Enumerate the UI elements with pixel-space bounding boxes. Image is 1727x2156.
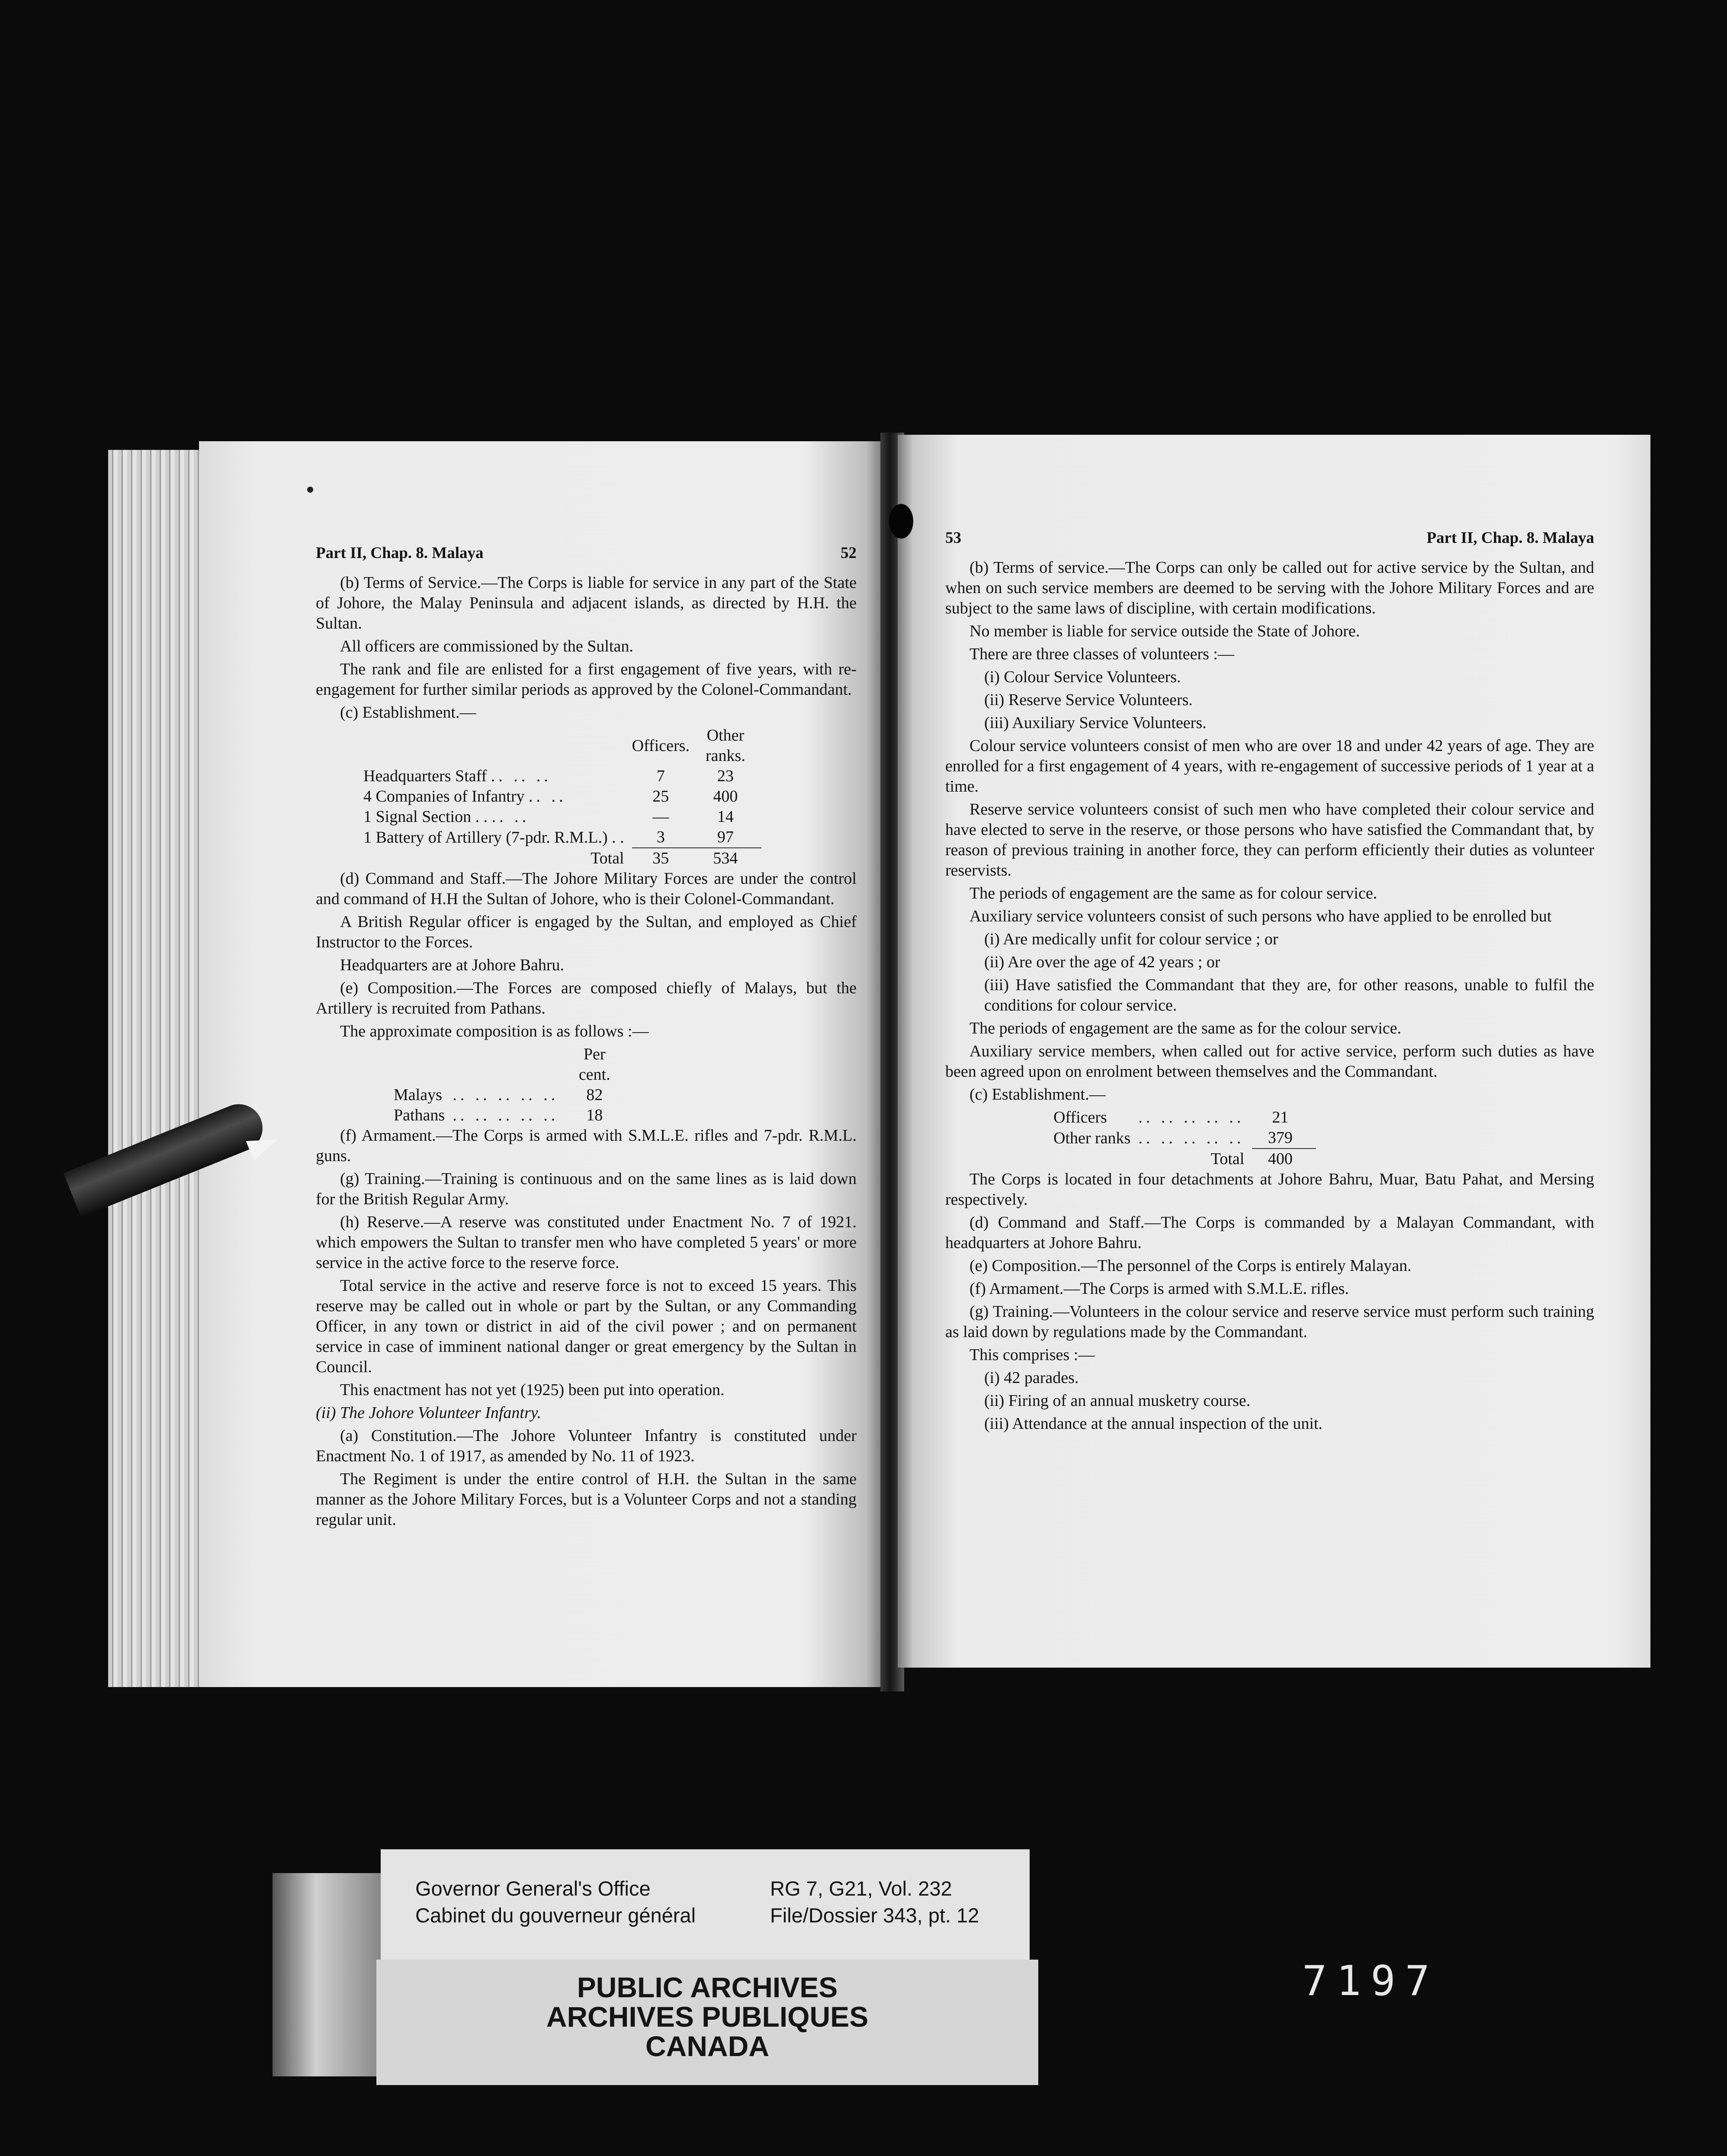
cell-other-ranks: 97 (717, 828, 734, 846)
cell-count: 379 (1268, 1129, 1293, 1147)
microfilm-frame-number: 7197 (1302, 1957, 1439, 2005)
stamp-line: PUBLIC ARCHIVES (577, 1971, 838, 2003)
paragraph: (f) Armament.—The Corps is armed with S.M.L.E. rifles. (969, 1280, 1349, 1298)
row-label: Pathans (394, 1106, 445, 1124)
cell-officers: 7 (656, 767, 665, 785)
establishment-table (1053, 1107, 1316, 1169)
list-item: (ii) Firing of an annual musketry course. (984, 1392, 1251, 1410)
paragraph: Colour service volunteers consist of men who are over 18 and under 42 years of age. They are enrolled for a first engagement of 4 years, with re-engagement of successive periods of 1 year at a time. (945, 737, 1594, 796)
paragraph: A British Regular officer is engaged by the Sultan, and employed as Chief Instructor to the Forces. (316, 913, 857, 951)
stamp-line: CANADA (645, 2030, 769, 2062)
leader-dots: .. .. (529, 787, 567, 805)
paragraph: Total service in the active and reserve force is not to exceed 15 years. This reserve may be called out in whole or part by the Sultan, or any Commanding Officer, in any town or district in aid of the civil power ; and on permanent service in case of imminent national danger or great emergency by the Sultan in Council. (316, 1277, 857, 1376)
total-officers: 35 (632, 848, 697, 869)
list-item: (ii) Reserve Service Volunteers. (984, 691, 1193, 709)
paragraph: (e) Composition.—The Forces are composed chiefly of Malays, but the Artillery is recruited from Pathans. (316, 979, 857, 1017)
office-fr: Cabinet du gouverneur général (415, 1904, 696, 1927)
list-item: (iii) Have satisfied the Commandant that they are, for other reasons, unable to fulfil the conditions for colour service. (984, 976, 1594, 1014)
list-item: (i) 42 parades. (984, 1369, 1079, 1387)
row-label: Officers (1053, 1108, 1107, 1126)
table-row (363, 786, 761, 807)
leader-dots: .. .. .. .. .. (453, 1106, 559, 1124)
ink-spot (307, 487, 313, 493)
cell-officers: 25 (652, 787, 669, 805)
right-page (898, 435, 1650, 1668)
table-row (394, 1085, 630, 1105)
row-label: 1 Battery of Artillery (7-pdr. R.M.L.) . . (363, 828, 624, 847)
right-page-header (945, 528, 1594, 548)
cell-officers: — (652, 808, 669, 826)
paragraph: This comprises :— (969, 1346, 1095, 1364)
right-page-text (945, 528, 1594, 1437)
paragraph: This enactment has not yet (1925) been put into operation. (340, 1381, 725, 1399)
table-row (1053, 1128, 1316, 1149)
paragraph: No member is liable for service outside the State of Johore. (969, 622, 1360, 640)
paragraph: All officers are commissioned by the Sultan. (340, 637, 633, 655)
paragraph: (b) Terms of Service.—The Corps is liable for service in any part of the State of Johore, the Malay Peninsula and adjacent islands, as directed by H.H. the Sultan. (316, 574, 857, 632)
left-page-text (316, 543, 857, 1533)
row-label: 1 Signal Section . . (363, 808, 488, 826)
section-heading: (c) Establishment.— (969, 1085, 1106, 1104)
paragraph: (d) Command and Staff.—The Johore Military Forces are under the control and command of H.H the Sultan of Johore, who is their Colonel-Commandant. (316, 869, 857, 908)
office-en: Governor General's Office (415, 1877, 651, 1900)
table-row (394, 1105, 630, 1126)
table-row (363, 766, 761, 786)
cell-count: 21 (1272, 1108, 1289, 1126)
cell-other-ranks: 23 (717, 767, 734, 785)
leader-dots: .. .. (491, 808, 530, 826)
file-reference (770, 1875, 979, 1929)
running-header: Part II, Chap. 8. Malaya (316, 544, 484, 562)
archive-reference-label (381, 1849, 1030, 1966)
stamp-line: ARCHIVES PUBLIQUES (546, 2001, 869, 2033)
cell-other-ranks: 14 (717, 808, 734, 826)
leader-dots: .. .. .. (491, 767, 552, 785)
paragraph: The periods of engagement are the same as for colour service. (969, 884, 1377, 902)
leader-dots: .. .. .. .. .. (1138, 1129, 1245, 1147)
cell-other-ranks: 400 (713, 787, 738, 805)
total-count: 400 (1252, 1149, 1316, 1169)
row-label: 4 Companies of Infantry (363, 787, 525, 805)
paragraph: (f) Armament.—The Corps is armed with S.M.L.E. rifles and 7-pdr. R.M.L. guns. (316, 1126, 857, 1165)
paragraph: Reserve service volunteers consist of such men who have completed their colour service and have elected to serve in the reserve, or those persons who have satisfied the Commandant that, by reason of previous training in another force, they can perform efficiently their duties as volunteer reservists. (945, 800, 1594, 879)
book-page-edges (108, 450, 203, 1687)
page-number: 52 (841, 544, 857, 562)
paragraph: (h) Reserve.—A reserve was constituted under Enactment No. 7 of 1921. which empowers the Sultan to transfer men who have completed 5 years' or more service in the active force to the reserve force. (316, 1213, 857, 1272)
table-row (363, 827, 761, 848)
composition-table (394, 1044, 630, 1126)
file-number: File/Dossier 343, pt. 12 (770, 1904, 979, 1927)
list-item: (iii) Auxiliary Service Volunteers. (984, 714, 1207, 732)
total-label: Total (591, 849, 624, 867)
table-header-row (394, 1044, 630, 1085)
auxiliary-conditions-list (945, 929, 1594, 1016)
total-label: Total (1210, 1149, 1245, 1168)
column-header: Officers. (632, 736, 690, 755)
running-header: Part II, Chap. 8. Malaya (1426, 529, 1594, 547)
paragraph: There are three classes of volunteers :— (969, 645, 1234, 663)
row-label: Headquarters Staff (363, 767, 487, 785)
subsection-heading: (ii) The Johore Volunteer Infantry. (316, 1404, 541, 1422)
paragraph: (g) Training.—Training is continuous and on the same lines as is laid down for the British Regular Army. (316, 1170, 857, 1208)
paragraph: The rank and file are enlisted for a first engagement of five years, with re-engagement for further similar periods as approved by the Colonel-Commandant. (316, 660, 857, 699)
paragraph: The Regiment is under the entire control of H.H. the Sultan in the same manner as the Johore Military Forces, but is a Volunteer Corps and not a standing regular unit. (316, 1470, 857, 1529)
paragraph: The Corps is located in four detachments at Johore Bahru, Muar, Batu Pahat, and Mersing respectively. (945, 1170, 1594, 1209)
row-label: Malays (394, 1086, 442, 1104)
cell-percent: 18 (586, 1106, 603, 1124)
paragraph: The approximate composition is as follows :— (340, 1022, 649, 1040)
paragraph: Auxiliary service volunteers consist of such persons who have applied to be enrolled but (969, 907, 1552, 925)
office-names (415, 1875, 696, 1929)
total-other-ranks: 534 (697, 848, 761, 869)
cell-officers: 3 (656, 828, 665, 846)
cell-percent: 82 (586, 1086, 603, 1104)
leader-dots: .. .. .. .. .. (453, 1086, 559, 1104)
paragraph: Auxiliary service members, when called out for active service, perform such duties as have been agreed upon on enrolment between themselves and the Commandant. (945, 1042, 1594, 1081)
paragraph: (b) Terms of service.—The Corps can only be called out for active service by the Sultan, and when on such service members are deemed to be serving with the Johore Military Forces and are subject to the same laws of discipline, with certain modifications. (945, 558, 1594, 617)
left-page-header (316, 543, 857, 563)
paragraph: (g) Training.—Volunteers in the colour service and reserve service must perform such training as laid down by regulations made by the Commandant. (945, 1303, 1594, 1341)
paragraph: Headquarters are at Johore Bahru. (340, 956, 565, 974)
list-item: (ii) Are over the age of 42 years ; or (984, 953, 1220, 971)
paragraph: The periods of engagement are the same as for the colour service. (969, 1019, 1402, 1037)
left-page (199, 441, 887, 1687)
table-total-row (363, 848, 761, 869)
paragraph: (a) Constitution.—The Johore Volunteer Infantry is constituted under Enactment No. 1 of 1917, as amended by No. 11 of 1923. (316, 1427, 857, 1465)
paragraph: (d) Command and Staff.—The Corps is commanded by a Malayan Commandant, with headquarters at Johore Bahru. (945, 1213, 1594, 1252)
list-item: (i) Colour Service Volunteers. (984, 668, 1181, 686)
list-item: (i) Are medically unfit for colour service ; or (984, 930, 1278, 948)
table-row (363, 807, 761, 827)
record-group: RG 7, G21, Vol. 232 (770, 1877, 952, 1900)
table-header-row (363, 725, 761, 766)
column-header: Other ranks. (706, 726, 745, 765)
table-row (1053, 1107, 1316, 1128)
column-header: Per cent. (578, 1045, 610, 1084)
row-label: Other ranks (1053, 1129, 1131, 1147)
paragraph: (e) Composition.—The personnel of the Corps is entirely Malayan. (969, 1257, 1412, 1275)
leader-dots: .. .. .. .. .. (1138, 1108, 1245, 1126)
table-total-row (1053, 1149, 1316, 1169)
binding-hole (889, 504, 913, 539)
list-item: (iii) Attendance at the annual inspection of the unit. (984, 1415, 1323, 1433)
training-list (945, 1368, 1594, 1434)
page-number: 53 (945, 529, 961, 547)
section-heading: (c) Establishment.— (340, 703, 476, 722)
volunteer-classes-list (945, 667, 1594, 733)
label-holder (273, 1873, 381, 2076)
establishment-table (363, 725, 761, 869)
archives-stamp (376, 1960, 1038, 2085)
